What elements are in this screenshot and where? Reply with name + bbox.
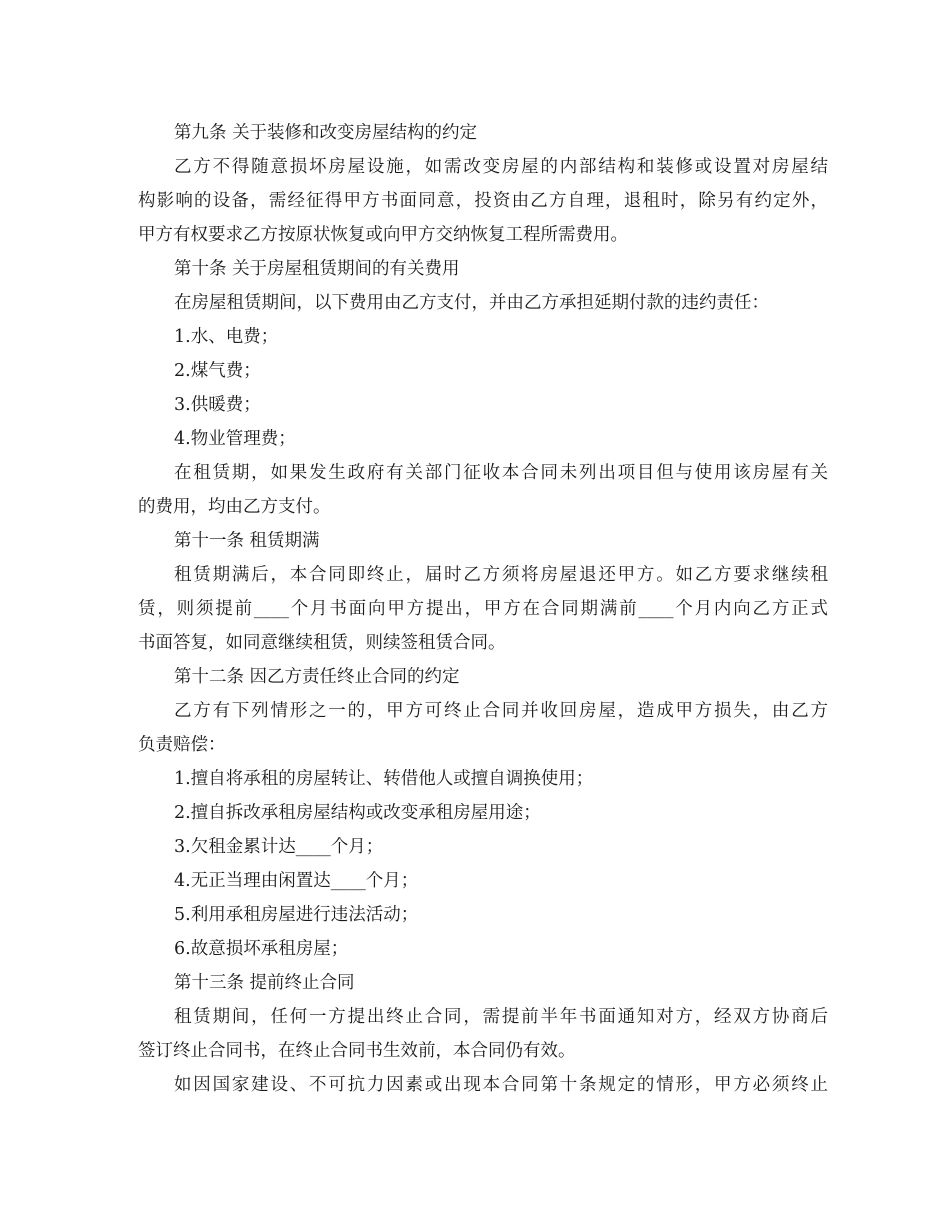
- document-line: 乙方有下列情形之一的，甲方可终止合同并收回房屋，造成甲方损失，由乙方: [174, 701, 828, 721]
- document-line: 第九条 关于装修和改变房屋结构的约定: [174, 123, 478, 143]
- document-body: [138, 116, 828, 1102]
- document-line: 书面答复，如同意继续租赁，则续签租赁合同。: [138, 633, 506, 653]
- document-line: 1.水、电费；: [174, 327, 279, 347]
- document-line: 2.擅自拆改承租房屋结构或改变承租房屋用途；: [174, 803, 541, 823]
- document-line: 租赁期间，任何一方提出终止合同，需提前半年书面通知对方，经双方协商后: [174, 1007, 828, 1027]
- document-line: 赁，则须提前____个月书面向甲方提出，甲方在合同期满前____个月内向乙方正式: [138, 599, 828, 619]
- document-line: 签订终止合同书，在终止合同书生效前，本合同仍有效。: [138, 1041, 576, 1061]
- document-line: 3.供暖费；: [174, 395, 261, 415]
- document-line: 6.故意损坏承租房屋；: [174, 939, 349, 959]
- document-line: 甲方有权要求乙方按原状恢复或向甲方交纳恢复工程所需费用。: [138, 225, 628, 245]
- document-line: 第十一条 租赁期满: [174, 531, 320, 551]
- document-line: 在房屋租赁期间，以下费用由乙方支付，并由乙方承担延期付款的违约责任：: [174, 293, 769, 313]
- document-line: 如因国家建设、不可抗力因素或出现本合同第十条规定的情形，甲方必须终止: [174, 1075, 828, 1095]
- document-line: 负责赔偿：: [138, 735, 226, 755]
- document-line: 2.煤气费；: [174, 361, 261, 381]
- document-line: 的费用，均由乙方支付。: [138, 497, 331, 517]
- document-line: 4.物业管理费；: [174, 429, 296, 449]
- document-line: 乙方不得随意损坏房屋设施，如需改变房屋的内部结构和装修或设置对房屋结: [174, 157, 828, 177]
- document-line: 3.欠租金累计达____个月；: [174, 837, 384, 857]
- document-line: 第十条 关于房屋租赁期间的有关费用: [174, 259, 460, 279]
- document-line: 1.擅自将承租的房屋转让、转借他人或擅自调换使用；: [174, 769, 594, 789]
- document-line: 租赁期满后，本合同即终止，届时乙方须将房屋退还甲方。如乙方要求继续租: [174, 565, 828, 585]
- document-line: 第十二条 因乙方责任终止合同的约定: [174, 667, 460, 687]
- document-line: 4.无正当理由闲置达____个月；: [174, 871, 419, 891]
- document-line: 构影响的设备，需经征得甲方书面同意，投资由乙方自理，退租时，除另有约定外，: [138, 191, 828, 211]
- document-line: 在租赁期，如果发生政府有关部门征收本合同未列出项目但与使用该房屋有关: [174, 463, 828, 483]
- document-line: 5.利用承租房屋进行违法活动；: [174, 905, 419, 925]
- document-line: 第十三条 提前终止合同: [174, 973, 355, 993]
